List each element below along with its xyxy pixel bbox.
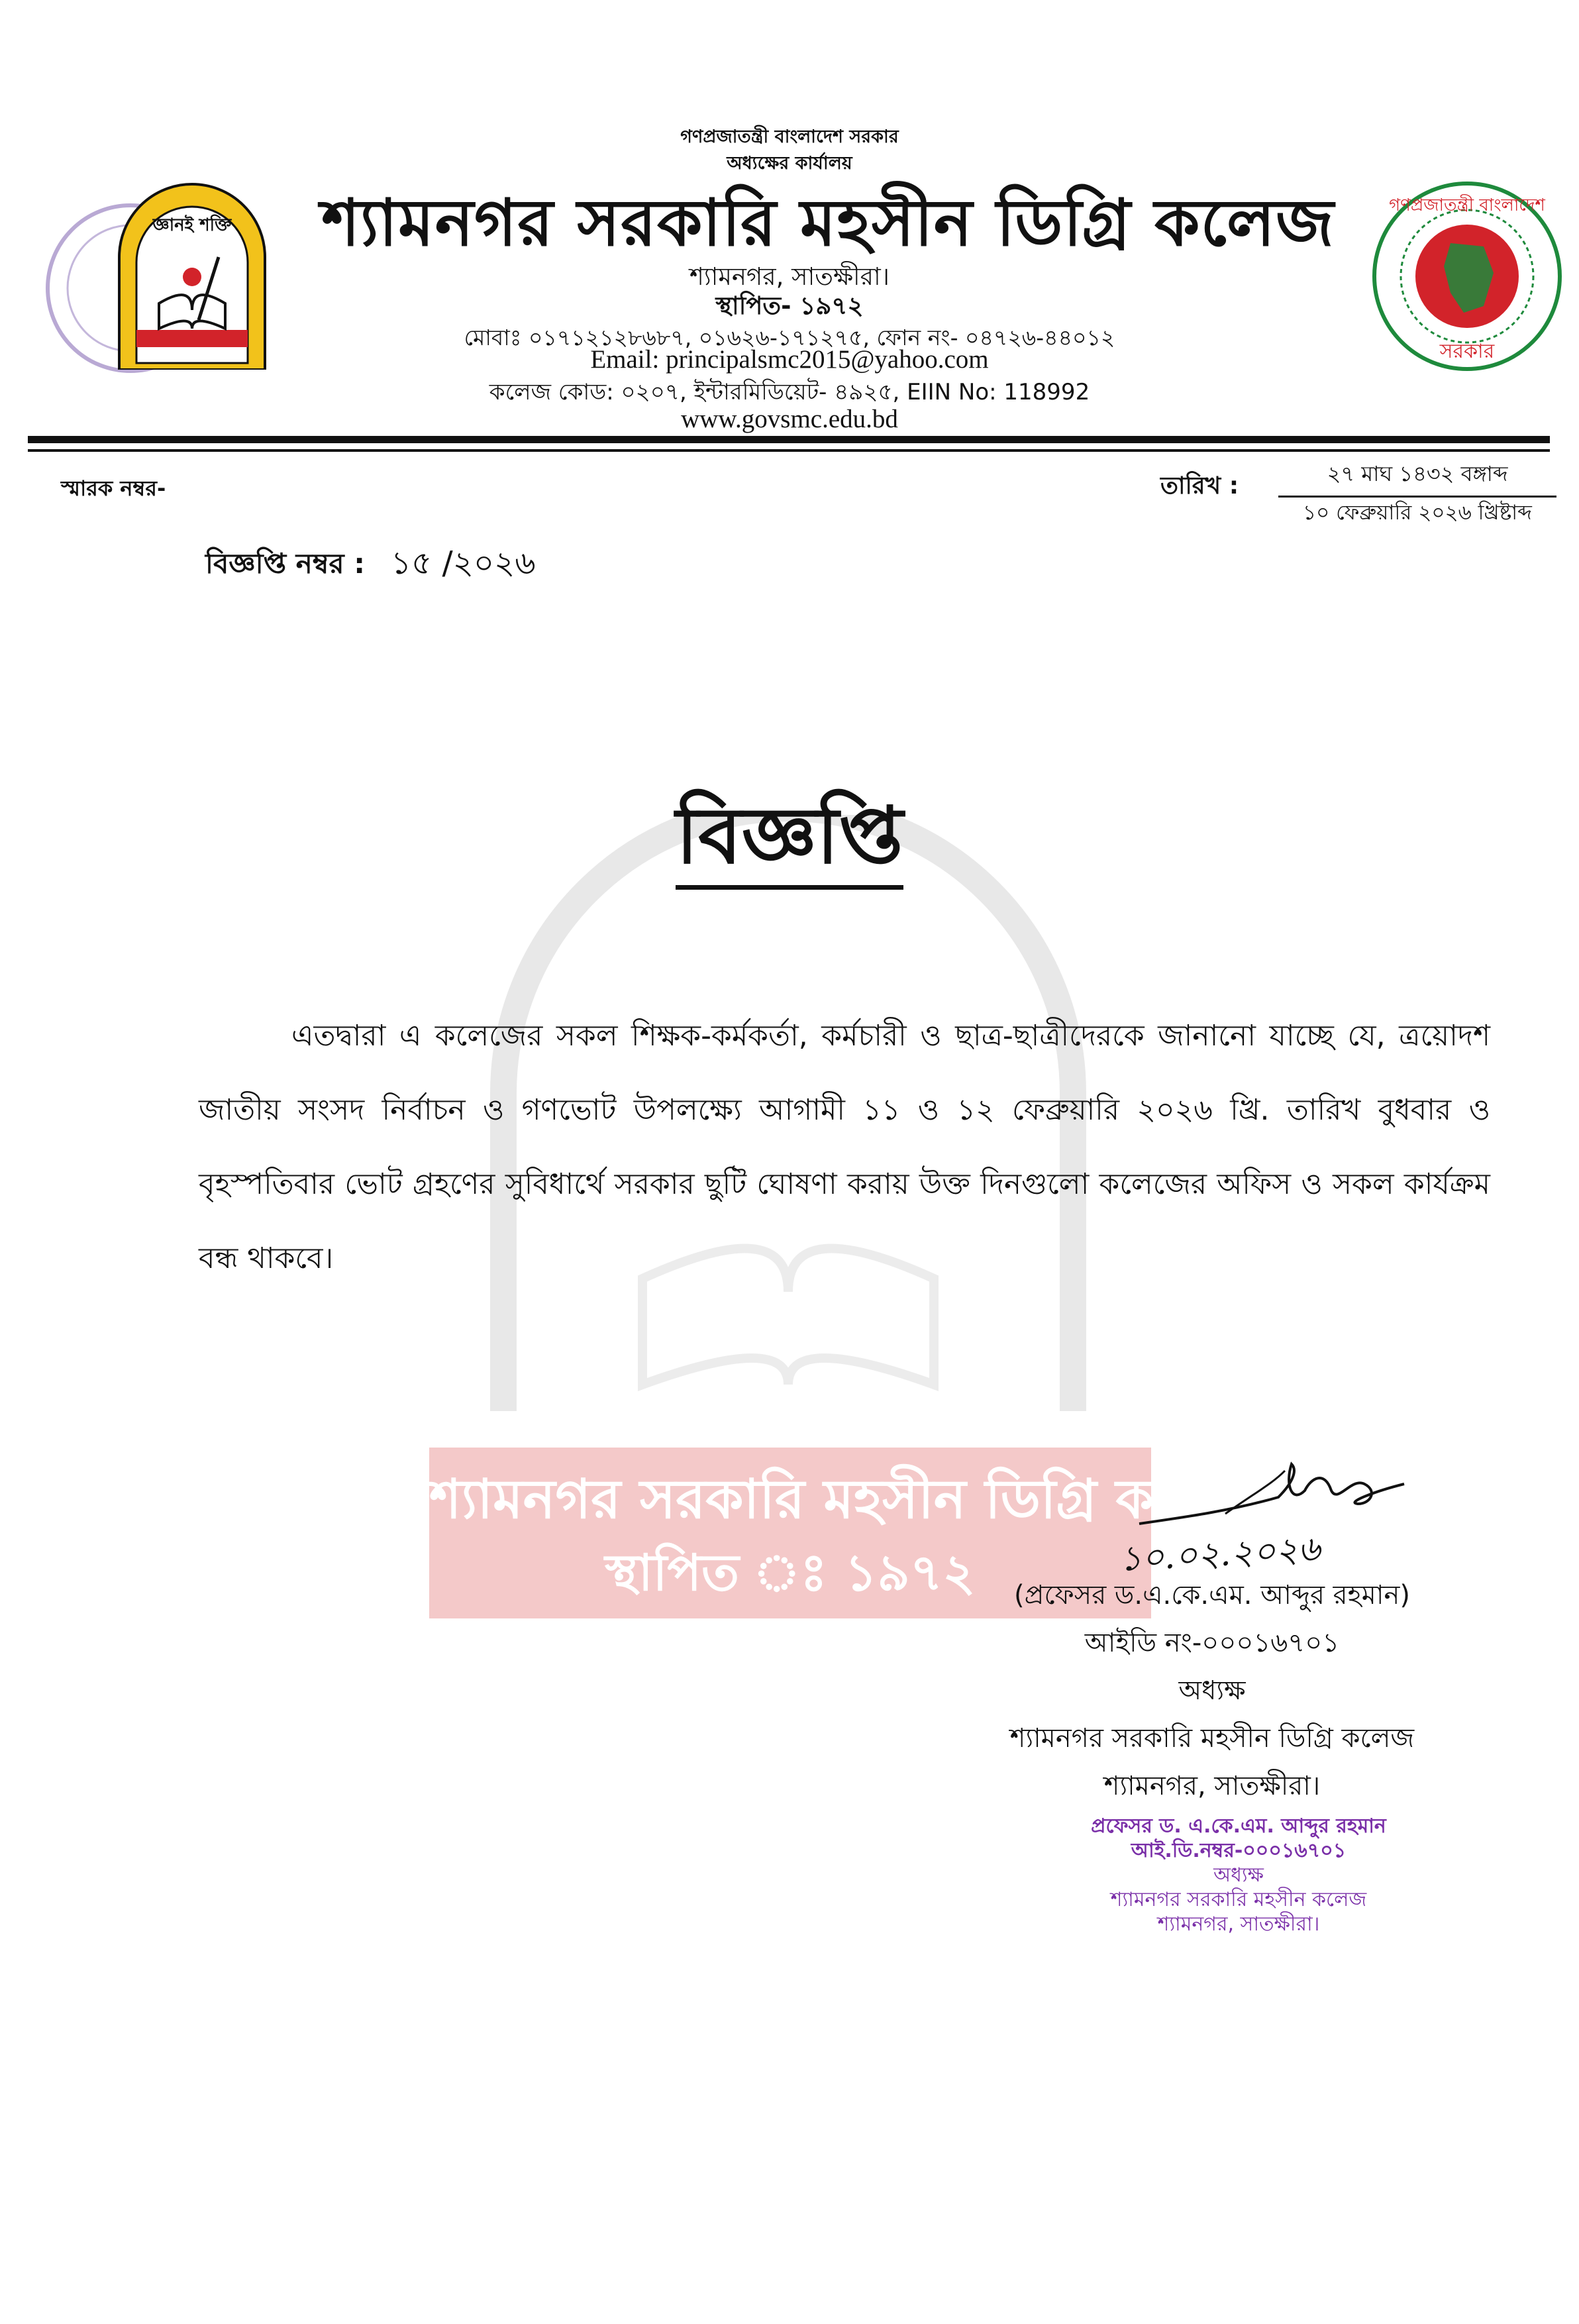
- notice-number-value: ১৫ /২০২৬: [391, 545, 536, 582]
- date-label: তারিখ :: [1160, 472, 1239, 500]
- phone-numbers: মোবাঃ ০১৭১২১২৮৬৮৭, ০১৬২৬-১৭১২৭৫, ফোন নং- ০৪৭২৬-৪৪০১২: [464, 325, 1115, 350]
- signatory-designation: অধ্যক্ষ: [1178, 1675, 1246, 1706]
- stamp-designation: অধ্যক্ষ: [1213, 1864, 1264, 1887]
- notice-number-label: বিজ্ঞপ্তি নম্বর :: [205, 547, 366, 580]
- stamp-college: শ্যামনগর সরকারি মহসীন কলেজ: [1110, 1888, 1367, 1911]
- stamp-place: শ্যামনগর, সাতক্ষীরা।: [1157, 1913, 1320, 1936]
- signatory-place: শ্যামনগর, সাতক্ষীরা।: [1103, 1771, 1321, 1801]
- stamp-id: আই.ডি.নম্বর-০০০১৬৭০১: [1131, 1839, 1347, 1862]
- website: www.govsmc.edu.bd: [681, 405, 898, 433]
- college-title: শ্যামনগর সরকারি মহসীন ডিগ্রি কলেজ: [321, 185, 1335, 261]
- email-address: Email: principalsmc2015@yahoo.com: [590, 345, 989, 374]
- signatory-id: আইডি নং-০০০১৬৭০১: [1084, 1628, 1340, 1658]
- notice-heading-text: বিজ্ঞপ্তি: [676, 790, 903, 890]
- header-divider-thin: [28, 449, 1550, 452]
- college-address: শ্যামনগর, সাতক্ষীরা।: [689, 262, 890, 291]
- notice-body: এতদ্বারা এ কলেজের সকল শিক্ষক-কর্মকর্তা, কর্মচারী ও ছাত্র-ছাত্রীদেরকে জানানো যাচ্ছে যে, ত্রয়োদশ জাতীয় সংসদ নির্বাচন ও গণভোট উপলক্ষ্যে আগামী ১১ ও ১২ ফেব্রুয়ারি ২০২৬ খ্রি. তারিখ বুধবার ও বৃহস্পতিবার ভোট গ্রহণের সুবিধার্থে সরকার ছুটি ঘোষণা করায় উক্ত দিনগুলো কলেজের অফিস ও সকল কার্যক্রম বন্ধ থাকবে।: [199, 1019, 1490, 1275]
- notice-heading: [0, 775, 1579, 906]
- office-name: অধ্যক্ষের কার্যালয়: [727, 153, 852, 174]
- established-year: স্থাপিত- ১৯৭২: [715, 291, 864, 320]
- header-divider-thick: [28, 436, 1550, 443]
- seal-text-top: গণপ্রজাতন্ত্রী বাংলাদেশ: [1389, 195, 1545, 215]
- signatory-name: (প্রফেসর ড.এ.কে.এম. আব্দুর রহমান): [1014, 1580, 1410, 1611]
- seal-text-bottom: সরকার: [1439, 340, 1495, 363]
- college-codes: কলেজ কোড: ০২০৭, ইন্টারমিডিয়েট- ৪৯২৫, EIIN No: 118992: [489, 379, 1090, 405]
- logo-motto: জ্ঞানই শক্তি: [152, 215, 232, 235]
- signature-date: ১০.০২.২০২৬: [1118, 1529, 1321, 1579]
- date-english: ১০ ফেব্রুয়ারি ২০২৬ খ্রিষ্টাব্দ: [1303, 501, 1532, 525]
- signatory-college: শ্যামনগর সরকারি মহসীন ডিগ্রি কলেজ: [1009, 1723, 1415, 1754]
- memo-number-label: স্মারক নম্বর-: [61, 476, 166, 501]
- stamp-name: প্রফেসর ড. এ.কে.এম. আব্দুর রহমান: [1091, 1815, 1386, 1838]
- date-bangla: ২৭ মাঘ ১৪৩২ বঙ্গাব্দ: [1278, 457, 1556, 498]
- watermark-college-name: শ্যামনগর সরকারি মহসীন ডিগ্রি কলেজ: [429, 1468, 1265, 1531]
- watermark-established: স্থাপিত ঃ ১৯৭২: [605, 1543, 976, 1602]
- government-name: গণপ্রজাতন্ত্রী বাংলাদেশ সরকার: [680, 127, 899, 147]
